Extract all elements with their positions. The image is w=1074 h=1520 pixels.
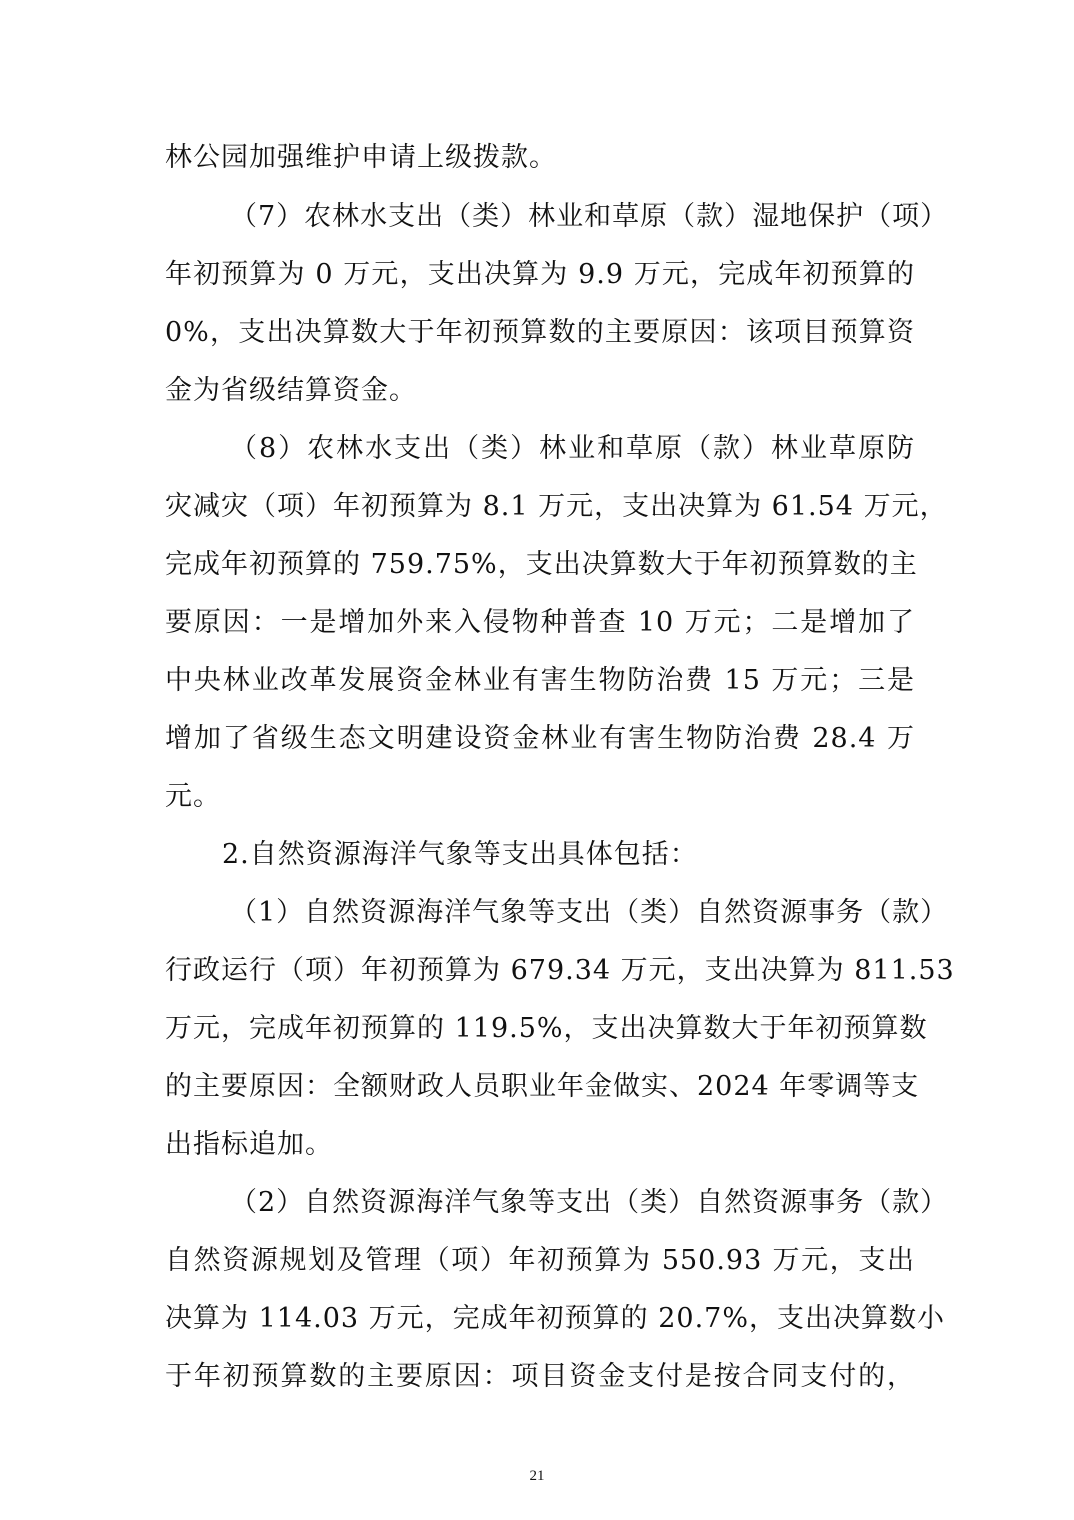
text-line: 出指标追加。 <box>165 1129 333 1160</box>
text-line: （2）自然资源海洋气象等支出（类）自然资源事务（款） <box>230 1187 949 1218</box>
text-line: 的主要原因：全额财政人员职业年金做实、2024 年零调等支 <box>165 1071 920 1102</box>
text-line: 于年初预算数的主要原因：项目资金支付是按合同支付的， <box>165 1361 915 1392</box>
text-line: 万元，完成年初预算的 119.5%，支出决算数大于年初预算数 <box>165 1013 928 1044</box>
text-line: 灾减灾（项）年初预算为 8.1 万元，支出决算为 61.54 万元， <box>165 491 948 522</box>
text-line: 决算为 114.03 万元，完成年初预算的 20.7%，支出决算数小 <box>165 1303 945 1334</box>
text-line: （1）自然资源海洋气象等支出（类）自然资源事务（款） <box>230 897 949 928</box>
text-line: （7）农林水支出（类）林业和草原（款）湿地保护（项） <box>230 201 949 232</box>
text-line: 完成年初预算的 759.75%，支出决算数大于年初预算数的主 <box>165 549 918 580</box>
section-heading: 2.自然资源海洋气象等支出具体包括： <box>222 839 698 870</box>
text-line: 自然资源规划及管理（项）年初预算为 550.93 万元，支出 <box>165 1245 915 1276</box>
text-line: 增加了省级生态文明建设资金林业有害生物防治费 28.4 万 <box>165 723 915 754</box>
text-line: （8）农林水支出（类）林业和草原（款）林业草原防 <box>230 433 915 464</box>
text-line: 元。 <box>165 781 221 812</box>
text-line: 中央林业改革发展资金林业有害生物防治费 15 万元；三是 <box>165 665 915 696</box>
text-line: 要原因：一是增加外来入侵物种普查 10 万元；二是增加了 <box>165 607 915 638</box>
text-line: 年初预算为 0 万元，支出决算为 9.9 万元，完成年初预算的 <box>165 259 915 290</box>
text-line: 行政运行（项）年初预算为 679.34 万元，支出决算为 811.53 <box>165 955 955 986</box>
text-line: 0%，支出决算数大于年初预算数的主要原因：该项目预算资 <box>165 317 915 348</box>
text-line: 林公园加强维护申请上级拨款。 <box>165 142 557 173</box>
page-number: 21 <box>529 1468 545 1484</box>
text-line: 金为省级结算资金。 <box>165 375 417 406</box>
